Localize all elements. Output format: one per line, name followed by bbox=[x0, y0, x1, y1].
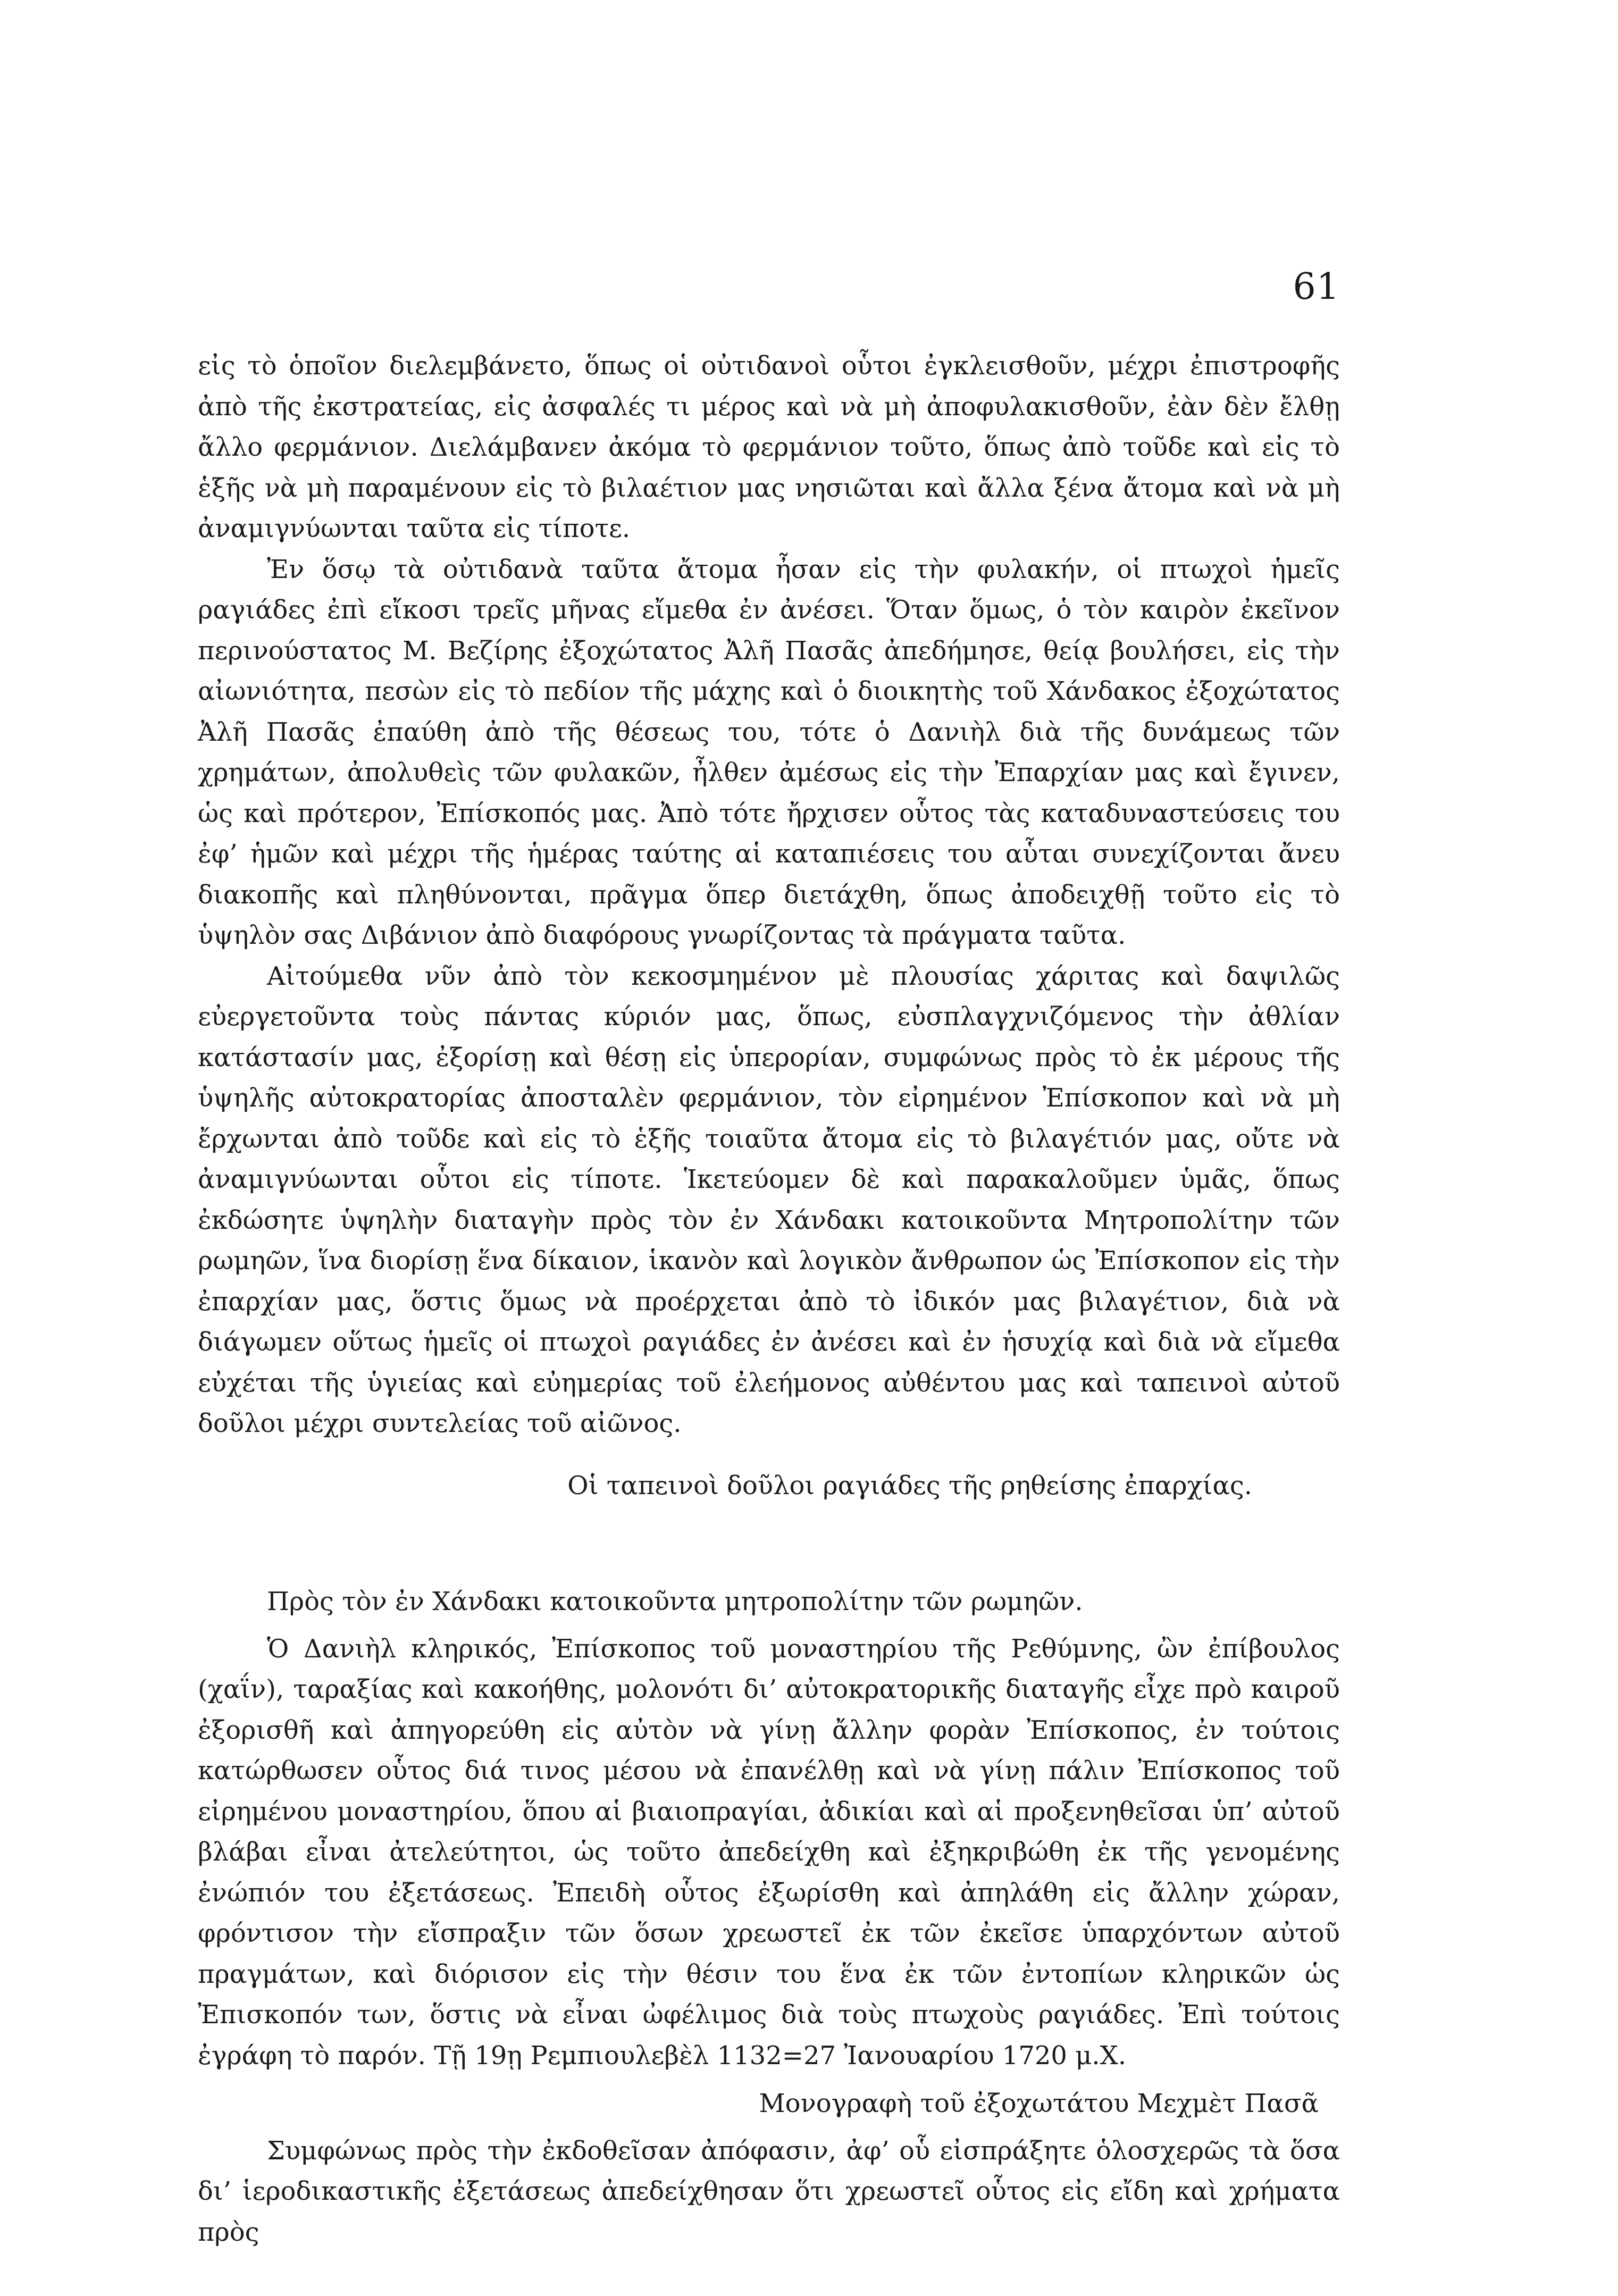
paragraph-continuation: εἰς τὸ ὁποῖον διελεμβάνετο, ὅπως οἱ οὐτιδανοὶ οὗτοι ἐγκλεισθοῦν, μέχρι ἐπιστροφῆς ἀπὸ τῆς ἐκστρατείας, εἰς ἀσφαλές τι μέρος καὶ νὰ μὴ ἀποφυλακισθοῦν, ἐὰν δὲν ἔλθῃ ἄλλο φερμάνιον. Διελάμβανεν ἀκόμα τὸ φερμάνιον τοῦτο, ὅπως ἀπὸ τοῦδε καὶ εἰς τὸ ἑξῆς νὰ μὴ παραμένουν εἰς τὸ βιλαέτιον μας νησιῶται καὶ ἄλλα ξένα ἄτομα καὶ νὰ μὴ ἀναμιγνύωνται ταῦτα εἰς τίποτε. bbox=[198, 351, 1340, 543]
petition-signature: Οἱ ταπεινοὶ δοῦλοι ραγιάδες τῆς ρηθείσης ἐπαρχίας. bbox=[567, 1470, 1252, 1501]
paragraph-petition: Αἰτούμεθα νῦν ἀπὸ τὸν κεκοσμημένον μὲ πλουσίας χάριτας καὶ δαψιλῶς εὐεργετοῦντα τοὺς πάντας κύριόν μας, ὅπως, εὐσπλαγχνιζόμενος τὴν ἀθλίαν κατάστασίν μας, ἐξορίσῃ καὶ θέσῃ εἰς ὑπερορίαν, συμφώνως πρὸς τὸ ἐκ μέρους τῆς ὑψηλῆς αὐτοκρατορίας ἀποσταλὲν φερμάνιον, τὸν εἰρημένον Ἐπίσκοπον καὶ νὰ μὴ ἔρχωνται ἀπὸ τοῦδε καὶ εἰς τὸ ἑξῆς τοιαῦτα ἄτομα εἰς τὸ βιλαγέτιόν μας, οὔτε νὰ ἀναμιγνύωνται οὗτοι εἰς τίποτε. Ἱκετεύομεν δὲ καὶ παρακαλοῦμεν ὑμᾶς, ὅπως ἐκδώσητε ὑψηλὴν διαταγὴν πρὸς τὸν ἐν Χάνδακι κατοικοῦντα Μητροπολίτην τῶν ρωμηῶν, ἵνα διορίσῃ ἕνα δίκαιον, ἱκανὸν καὶ λογικὸν ἄνθρωπον ὡς Ἐπίσκοπον εἰς τὴν ἐπαρχίαν μας, ὅστις ὅμως νὰ προέρχεται ἀπὸ τὸ ἰδικόν μας βιλαγέτιον, διὰ νὰ διάγωμεν οὕτως ἡμεῖς οἱ πτωχοὶ ραγιάδες ἐν ἀνέσει καὶ ἐν ἡσυχίᾳ καὶ διὰ νὰ εἴμεθα εὐχέται τῆς ὑγιείας καὶ εὐημερίας τοῦ ἐλεήμονος αὐθέντου μας καὶ ταπεινοὶ αὐτοῦ δοῦλοι μέχρι συντελείας τοῦ αἰῶνος. bbox=[198, 961, 1340, 1438]
pasha-monogram: Μονογραφὴ τοῦ ἐξοχωτάτου Μεχμὲτ Πασᾶ bbox=[759, 2089, 1319, 2118]
paragraph-letter: Ὁ Δανιὴλ κληρικός, Ἐπίσκοπος τοῦ μοναστηρίου τῆς Ρεθύμνης, ὢν ἐπίβουλος (χαΐν), ταραξίας καὶ κακοήθης, μολονότι δι’ αὐτοκρατορικῆς διαταγῆς εἶχε πρὸ καιροῦ ἐξορισθῆ καὶ ἀπηγορεύθη εἰς αὐτὸν νὰ γίνῃ ἄλλην φορὰν Ἐπίσκοπος, ἐν τούτοις κατώρθωσεν οὗτος διά τινος μέσου νὰ ἐπανέλθῃ καὶ νὰ γίνῃ πάλιν Ἐπίσκοπος τοῦ εἰρημένου μοναστηρίου, ὅπου αἱ βιαιοπραγίαι, ἀδικίαι καὶ αἱ προξενηθεῖσαι ὑπ’ αὐτοῦ βλάβαι εἶναι ἀτελεύτητοι, ὡς τοῦτο ἀπεδείχθη καὶ ἐξηκριβώθη ἐκ τῆς γενομένης ἐνώπιόν του ἐξετάσεως. Ἐπειδὴ οὗτος ἐξωρίσθη καὶ ἀπηλάθη εἰς ἄλλην χώραν, φρόντισον τὴν εἴσπραξιν τῶν ὅσων χρεωστεῖ ἐκ τῶν ἐκεῖσε ὑπαρχόντων αὐτοῦ πραγμάτων, καὶ διόρισον εἰς τὴν θέσιν του ἕνα ἐκ τῶν ἐντοπίων κληρικῶν ὡς Ἐπισκοπόν των, ὅστις νὰ εἶναι ὠφέλιμος διὰ τοὺς πτωχοὺς ραγιάδες. Ἐπὶ τούτοις ἐγράφη τὸ παρόν. Τῇ 19ῃ Ρεμπιουλεβὲλ 1132=27 Ἰανουαρίου 1720 μ.Χ. bbox=[198, 1633, 1340, 2071]
page-number: 61 bbox=[1293, 266, 1340, 308]
document-body bbox=[198, 346, 1340, 2252]
paragraph-closing: Συμφώνως πρὸς τὴν ἐκδοθεῖσαν ἀπόφασιν, ἀφ’ οὗ εἰσπράξητε ὁλοσχερῶς τὰ ὅσα δι’ ἱεροδικαστικῆς ἐξετάσεως ἀπεδείχθησαν ὅτι χρεωστεῖ οὗτος εἰς εἴδη καὶ χρήματα πρὸς bbox=[198, 2135, 1340, 2247]
paragraph-narrative: Ἐν ὅσῳ τὰ οὐτιδανὰ ταῦτα ἄτομα ἦσαν εἰς τὴν φυλακήν, οἱ πτωχοὶ ἡμεῖς ραγιάδες ἐπὶ εἴκοσι τρεῖς μῆνας εἴμεθα ἐν ἀνέσει. Ὅταν ὅμως, ὁ τὸν καιρὸν ἐκεῖνον περινούστατος Μ. Βεζίρης ἐξοχώτατος Ἀλῆ Πασᾶς ἀπεδήμησε, θείᾳ βουλήσει, εἰς τὴν αἰωνιότητα, πεσὼν εἰς τὸ πεδίον τῆς μάχης καὶ ὁ διοικητὴς τοῦ Χάνδακος ἐξοχώτατος Ἀλῆ Πασᾶς ἐπαύθη ἀπὸ τῆς θέσεως του, τότε ὁ Δανιὴλ διὰ τῆς δυνάμεως τῶν χρημάτων, ἀπολυθεὶς τῶν φυλακῶν, ἦλθεν ἀμέσως εἰς τὴν Ἐπαρχίαν μας καὶ ἔγινεν, ὡς καὶ πρότερον, Ἐπίσκοπός μας. Ἀπὸ τότε ἤρχισεν οὗτος τὰς καταδυναστεύσεις του ἐφ’ ἡμῶν καὶ μέχρι τῆς ἡμέρας ταύτης αἱ καταπιέσεις του αὗται συνεχίζονται ἄνευ διακοπῆς καὶ πληθύνονται, πρᾶγμα ὅπερ διετάχθη, ὅπως ἀποδειχθῇ τοῦτο εἰς τὸ ὑψηλὸν σας Διβάνιον ἀπὸ διαφόρους γνωρίζοντας τὰ πράγματα ταῦτα. bbox=[198, 554, 1340, 950]
letter-address: Πρὸς τὸν ἐν Χάνδακι κατοικοῦντα μητροπολίτην τῶν ρωμηῶν. bbox=[267, 1587, 1083, 1616]
